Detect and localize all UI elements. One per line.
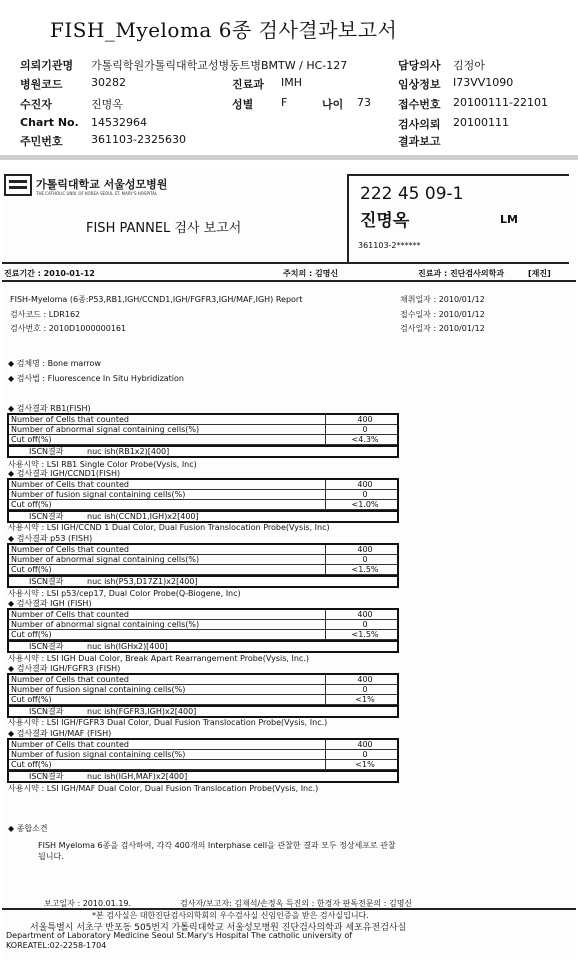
summary-text-cont: 됩니다. [38, 852, 64, 861]
resident-number-value: 361103-2325630 [91, 133, 186, 146]
row-label: Cut off(%) [11, 695, 52, 704]
receipt-number-label: 접수번호 [398, 98, 441, 111]
test-code: 검사코드 : LDR162 [10, 310, 81, 319]
requesting-institution-label: 의뢰기관명 [20, 59, 74, 72]
divider [2, 262, 347, 264]
result-heading: ◆ 검사결과 IGH (FISH) [8, 599, 92, 608]
chart-number-value: 14532964 [91, 116, 147, 129]
iscn-value: nuc ish(FGFR3,IGH)x2[400] [87, 707, 197, 716]
report-date: 보고일자 : 2010.01.19. [44, 899, 132, 908]
row-value: 400 [357, 675, 373, 684]
iscn-row [9, 510, 397, 521]
hospital-logo-icon [4, 174, 32, 196]
iscn-value: nuc ish(RB1x2)[400] [87, 447, 170, 456]
department-label: 진료과 [232, 78, 264, 91]
hospital-name: 가톨릭대학교 서울성모병원 [36, 178, 168, 191]
result-table [7, 478, 399, 523]
iscn-row [9, 575, 397, 586]
iscn-value: nuc ish(P53,D17Z1)x2[400] [87, 577, 198, 586]
test-method: ◆ 검사법 : Fluorescence In Situ Hybridization [8, 374, 184, 383]
table-row [9, 480, 397, 490]
summary-header [0, 0, 578, 160]
table-row [9, 435, 397, 445]
iscn-value: nuc ish(IGHx2)[400] [87, 642, 168, 651]
result-table [7, 413, 399, 458]
row-value: <4.3% [351, 435, 379, 444]
row-label: Cut off(%) [11, 500, 52, 509]
hospital-code-value: 30282 [91, 76, 126, 89]
table-row [9, 740, 397, 750]
iscn-label: ISCN결과 [29, 512, 64, 521]
row-label: Number of Cells that counted [11, 610, 129, 619]
row-label: Number of Cells that counted [11, 415, 129, 424]
patient-label: 수진자 [20, 98, 52, 111]
specimen: ◆ 검체명 : Bone marrow [8, 359, 101, 368]
sex-value: F [281, 96, 288, 109]
iscn-value: nuc ish(CCND1,IGH)x2[400] [87, 512, 199, 521]
iscn-label: ISCN결과 [29, 707, 64, 716]
document-title: FISH_Myeloma 6종 검사결과보고서 [50, 18, 398, 42]
row-label: Number of Cells that counted [11, 545, 129, 554]
hospital-name-en: THE CATHOLIC UNIV. OF KOREA SEOUL ST. MARY'S HOSPITAL [36, 191, 158, 196]
resident-number-label: 주민번호 [20, 135, 63, 148]
table-row [9, 555, 397, 565]
summary-text: FISH Myeloma 6종을 검사하여, 각각 400개의 Interphase cell을 관찰한 결과 모두 정상세포로 관찰 [38, 841, 396, 850]
table-row [9, 415, 397, 425]
department-value: IMH [281, 76, 303, 89]
row-label: Number of abnormal signal containing cells(%) [11, 555, 200, 564]
test-name: FISH-Myeloma (6종:P53,RB1,IGH/CCND1,IGH/FGFR3,IGH/MAF,IGH) Report [10, 295, 303, 304]
row-label: Number of abnormal signal containing cells(%) [11, 425, 200, 434]
iscn-row [9, 770, 397, 781]
age-label: 나이 [322, 98, 344, 111]
signers: 검사자/보고자: 김재석/손정옥 득진의 : 한경자 판독전문의 : 김명신 [180, 899, 413, 908]
row-value: 0 [362, 555, 368, 564]
table-row [9, 610, 397, 620]
row-label: Cut off(%) [11, 435, 52, 444]
row-value: <1% [355, 760, 375, 769]
result-heading: ◆ 검사결과 IGH/MAF (FISH) [8, 729, 112, 738]
test-date: 검사일자 : 2010/01/12 [400, 324, 485, 333]
iscn-row [9, 705, 397, 716]
row-value: 0 [362, 425, 368, 434]
table-row [9, 630, 397, 640]
result-heading: ◆ 검사결과 p53 (FISH) [8, 534, 93, 543]
row-value: <1.5% [351, 565, 379, 574]
result-table [7, 608, 399, 653]
row-value: 400 [357, 610, 373, 619]
result-heading: ◆ 검사결과 IGH/FGFR3 (FISH) [8, 664, 121, 673]
attending-doctor-label: 담당의사 [398, 59, 441, 72]
result-heading: ◆ 검사결과 RB1(FISH) [8, 404, 91, 413]
iscn-label: ISCN결과 [29, 772, 64, 781]
hospital-code-label: 병원코드 [20, 78, 63, 91]
row-value: 400 [357, 545, 373, 554]
table-row [9, 685, 397, 695]
clinical-info-value: I73VV1090 [453, 76, 514, 89]
result-table [7, 543, 399, 588]
iscn-label: ISCN결과 [29, 447, 64, 456]
result-table [7, 673, 399, 718]
summary-heading: ◆ 종합소견 [8, 824, 48, 833]
result-table [7, 738, 399, 783]
patient-rrn: 361103-2****** [358, 241, 421, 250]
iscn-row [9, 445, 397, 456]
requesting-institution-value: 가톨릭학원가톨릭대학교성병동트병BMTW / HC-127 [91, 59, 348, 72]
department-en: Department of Laboratory Medicine Seoul St.Mary's Hospital The catholic university of [6, 931, 353, 940]
revisit-badge: [재진] [528, 269, 551, 278]
row-value: 0 [362, 685, 368, 694]
lm-mark: LM [500, 213, 518, 226]
lab-address: 서울특별시 서초구 반포동 505번지 가톨릭대학교 서울성모병원 진단검사의학과 세포유전검사실 [30, 923, 407, 933]
row-value: 0 [362, 750, 368, 759]
patient-value: 진명옥 [91, 98, 123, 111]
form-title: FISH PANNEL 검사 보고서 [86, 221, 242, 236]
row-value: 400 [357, 415, 373, 424]
table-row [9, 545, 397, 555]
iscn-label: ISCN결과 [29, 577, 64, 586]
row-value: <1.5% [351, 630, 379, 639]
table-row [9, 750, 397, 760]
lab-telephone: KOREATEL:02-2258-1704 [6, 941, 107, 950]
table-row [9, 500, 397, 510]
table-row [9, 490, 397, 500]
iscn-row [9, 640, 397, 651]
age-value: 73 [357, 96, 371, 109]
collection-date: 채취일자 : 2010/01/12 [400, 295, 485, 304]
row-label: Number of Cells that counted [11, 740, 129, 749]
probe-reagent: 사용시약 : LSI IGH/FGFR3 Dual Color, Dual Fusion Translocation Probe(Vysis, Inc.) [8, 718, 328, 727]
row-value: 0 [362, 490, 368, 499]
table-row [9, 760, 397, 770]
treatment-period: 진료기간 : 2010-01-12 [4, 269, 95, 278]
clinical-info-label: 임상정보 [398, 78, 441, 91]
chart-number-label: Chart No. [20, 116, 79, 129]
table-row [9, 695, 397, 705]
row-value: 0 [362, 620, 368, 629]
iscn-label: ISCN결과 [29, 642, 64, 651]
receipt-number-value: 20100111-22101 [453, 96, 548, 109]
row-label: Number of fusion signal containing cells(%) [11, 490, 186, 499]
iscn-value: nuc ish(IGH,MAF)x2[400] [87, 772, 188, 781]
row-value: 400 [357, 740, 373, 749]
row-value: <1% [355, 695, 375, 704]
row-label: Cut off(%) [11, 630, 52, 639]
probe-reagent: 사용시약 : LSI IGH/MAF Dual Color, Dual Fusion Translocation Probe(Vysis, Inc.) [8, 784, 319, 793]
patient-id: 222 45 09-1 [360, 184, 464, 204]
row-label: Cut off(%) [11, 565, 52, 574]
row-label: Number of fusion signal containing cells(%) [11, 750, 186, 759]
table-row [9, 425, 397, 435]
row-label: Number of fusion signal containing cells(%) [11, 685, 186, 694]
probe-reagent: 사용시약 : LSI IGH/CCND 1 Dual Color, Dual Fusion Translocation Probe(Vysis, Inc) [8, 523, 330, 532]
test-request-label: 검사의뢰 [398, 118, 441, 131]
result-report-label: 결과보고 [398, 135, 441, 148]
row-label: Cut off(%) [11, 760, 52, 769]
attending-doctor-value: 김정아 [453, 59, 485, 72]
table-row [9, 565, 397, 575]
test-request-value: 20100111 [453, 116, 509, 129]
row-label: Number of Cells that counted [11, 480, 129, 489]
probe-reagent: 사용시약 : LSI RB1 Single Color Probe(Vysis, Inc) [8, 460, 197, 469]
sex-label: 성별 [232, 98, 254, 111]
patient-name: 진명옥 [360, 211, 410, 231]
table-row [9, 620, 397, 630]
result-heading: ◆ 검사결과 IGH/CCND1(FISH) [8, 469, 121, 478]
test-number: 검사번호 : 2010D1000000161 [10, 324, 127, 333]
probe-reagent: 사용시약 : LSI p53/cep17, Dual Color Probe(Q-Biogene, Inc) [8, 589, 241, 598]
row-label: Number of abnormal signal containing cells(%) [11, 620, 200, 629]
probe-reagent: 사용시약 : LSI IGH Dual Color, Break Apart Rearrangement Probe(Vysis, Inc.) [8, 654, 309, 663]
row-value: <1.0% [351, 500, 379, 509]
row-value: 400 [357, 480, 373, 489]
table-row [9, 675, 397, 685]
divider [2, 280, 576, 282]
row-label: Number of Cells that counted [11, 675, 129, 684]
clinic-department: 진료과 : 진단검사의학과 [418, 269, 505, 278]
certification-note: *본 검사실은 대한진단검사의학회의 우수검사실 신임인증을 받은 검사실입니다. [92, 911, 369, 920]
receipt-date: 접수일자 : 2010/01/12 [400, 310, 485, 319]
attending-physician: 주치의 : 김명신 [283, 269, 339, 278]
